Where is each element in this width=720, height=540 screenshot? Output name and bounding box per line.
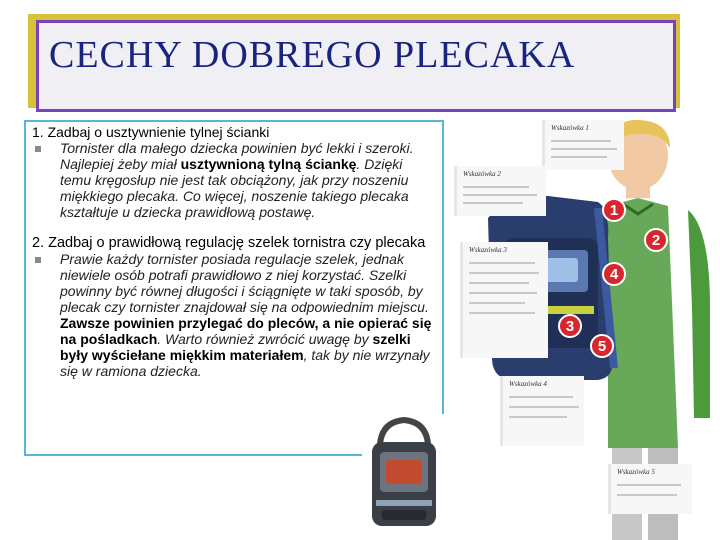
- section2-text-c: , tak by nie wrzynały się w ramiona dziecka.: [60, 347, 430, 379]
- hint-card: [542, 120, 624, 170]
- number-badge: 2: [644, 228, 668, 252]
- hint-card-title: Wskazówka 1: [551, 124, 589, 132]
- number-badge: 4: [602, 262, 626, 286]
- hint-card-title: Wskazówka 2: [463, 170, 501, 178]
- section1-text-a: Tornister dla małego dziecka powinien być lekki i szeroki. Najlepiej żeby miał: [60, 140, 414, 172]
- content-panel: [24, 120, 444, 456]
- backpack-illustration: [448, 118, 720, 540]
- hint-card-title: Wskazówka 5: [617, 468, 655, 476]
- section2-text-a: Prawie każdy tornister posiada regulacje szelek, jednak niewiele osób potrafi prawidłowo z niej korzystać. Szelki powinny być równej długości i ściągnięte w taki sposób, by plecak czy tornister znajdował się na odpowiednim miejscu.: [60, 251, 429, 315]
- number-badge: 1: [602, 198, 626, 222]
- section1-bullet: [32, 140, 436, 220]
- bullet-icon: [35, 146, 41, 152]
- hint-card: [608, 464, 692, 514]
- section2-text-bold2: szelki były wyściełane miękkim materiałem: [60, 331, 411, 363]
- section1-heading: 1. Zadbaj o usztywnienie tylnej ścianki: [32, 124, 270, 140]
- section1-text-bold: usztywnioną tylną ściankę: [180, 156, 357, 172]
- section1-text-b: . Dzięki temu kręgosłup nie jest tak obciążony, jak przy noszeniu miękkiego plecaka. Co więcej, noszenie takiego plecaka kształtuje u dziecka prawidłową postawę.: [60, 156, 409, 220]
- section2-text-b: . Warto również zwrócić uwagę by: [157, 331, 373, 347]
- section2-bullet: [32, 251, 436, 379]
- hint-card-title: Wskazówka 4: [509, 380, 547, 388]
- number-badge: 3: [558, 314, 582, 338]
- title-box: [36, 20, 676, 112]
- hint-card: [460, 242, 548, 358]
- number-badge: 5: [590, 334, 614, 358]
- section2-heading: 2. Zadbaj o prawidłową regulację szelek tornistra czy plecaka: [32, 235, 426, 251]
- hint-card: [454, 166, 546, 216]
- school-backpack-image: [362, 414, 446, 532]
- section2-text-bold1: Zawsze powinien przylegać do pleców, a nie opierać się na pośladkach: [60, 315, 432, 347]
- hint-card: [500, 376, 584, 446]
- page-title: CECHY DOBREGO PLECAKA: [49, 34, 576, 76]
- hint-card-title: Wskazówka 3: [469, 246, 507, 254]
- bullet-icon: [35, 257, 41, 263]
